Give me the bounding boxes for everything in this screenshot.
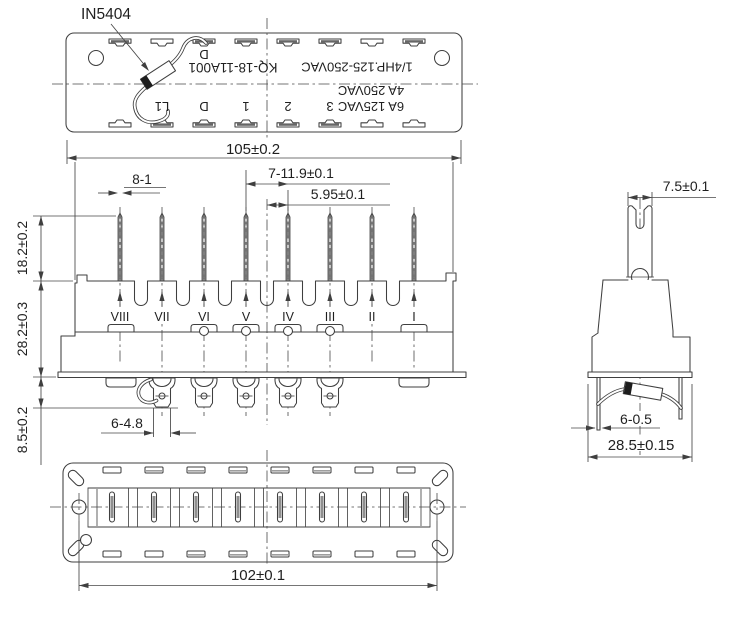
front-view — [14, 165, 466, 465]
slot-terminal — [195, 123, 213, 125]
dim-terminal-width — [101, 408, 196, 437]
slot — [355, 467, 373, 473]
flat-tab — [399, 378, 429, 387]
slot — [145, 551, 163, 557]
dim-leg-thickness — [571, 411, 661, 431]
rating-4a: 4A 250VAC — [337, 83, 405, 98]
side-tab — [628, 206, 652, 277]
body-tab — [108, 325, 134, 333]
slot — [397, 467, 415, 473]
pin-slot — [236, 492, 241, 522]
slot — [187, 551, 205, 557]
dim-terminal-length-text: 8.5±0.2 — [14, 406, 30, 454]
terminal-d-marking: D — [199, 47, 209, 62]
slot — [229, 551, 247, 557]
mounting-hole — [435, 51, 450, 66]
dim-body-height-text: 28.2±0.3 — [14, 301, 30, 357]
part-number: KQ-18-11A001 — [188, 60, 278, 75]
flat-tab — [106, 378, 136, 387]
bottom-plate — [63, 463, 453, 562]
diode-label: IN5404 — [81, 6, 131, 23]
slot — [313, 551, 331, 557]
dim-body-depth-text: 28.5±0.15 — [607, 437, 675, 454]
pin-label: VI — [198, 310, 210, 324]
slot — [145, 467, 163, 473]
pin-slot — [194, 492, 199, 522]
pin-slot — [110, 492, 115, 522]
pin-label: V — [241, 310, 251, 324]
slot — [229, 467, 247, 473]
pin-label: I — [412, 310, 416, 324]
dim-top-width — [67, 140, 461, 280]
dim-pin-height-text: 18.2±0.2 — [14, 220, 30, 276]
spade-terminal — [275, 378, 301, 407]
dim-pin-pitch-text: 7-11.9±0.1 — [268, 165, 334, 181]
pin-label: II — [368, 310, 376, 324]
mounting-hole — [89, 51, 104, 66]
terminal-label: 1 — [242, 99, 250, 114]
pin-label: IV — [282, 310, 294, 324]
spade-terminal — [191, 378, 217, 407]
slot — [397, 551, 415, 557]
terminal-label: 2 — [284, 99, 292, 114]
slot-terminal — [279, 123, 297, 125]
spade-terminal — [233, 378, 259, 407]
dim-terminal-width-text: 6-4.8 — [111, 415, 143, 431]
rating-hp: 1/4HP.125-250VAC — [301, 59, 413, 75]
slot — [313, 467, 331, 473]
slot-terminal — [321, 40, 339, 42]
slot-terminal — [405, 40, 423, 42]
slot — [187, 467, 205, 473]
pin-slot — [404, 492, 409, 522]
slot-terminal — [237, 123, 255, 125]
top-view — [52, 6, 478, 148]
terminal-label: L1 — [154, 99, 170, 114]
dim-pin-width — [98, 172, 166, 196]
diode-side — [623, 382, 663, 400]
terminal-label: D — [199, 99, 209, 114]
body-base-flange — [58, 372, 466, 378]
rating-6a: 6A 125VAC — [337, 99, 405, 114]
terminal-label: 3 — [326, 99, 334, 114]
slot-terminal — [237, 40, 255, 42]
side-view — [571, 178, 716, 462]
slot — [271, 467, 289, 473]
pin-slot — [278, 492, 283, 522]
slot — [103, 467, 121, 473]
dim-half-pitch — [267, 186, 390, 208]
spade-terminal — [317, 378, 343, 407]
slot-terminal — [279, 40, 297, 42]
dim-pin-width-text: 8-1 — [132, 172, 152, 187]
body-tab — [401, 325, 427, 333]
pin-label: VIII — [110, 310, 130, 324]
pilot-hole — [81, 535, 92, 546]
dim-tab-width — [628, 178, 716, 206]
pin-label: VII — [154, 310, 170, 324]
pin-slot — [362, 492, 367, 522]
bottom-view — [50, 450, 466, 591]
dim-leg-thickness-text: 6-0.5 — [620, 411, 652, 427]
pin-slot — [152, 492, 157, 522]
dim-tab-width-text: 7.5±0.1 — [662, 178, 710, 194]
dim-half-pitch-text: 5.95±0.1 — [310, 186, 366, 202]
dim-top-width-text: 105±0.2 — [225, 141, 281, 158]
pin-label: III — [324, 310, 336, 324]
slot-terminal — [321, 123, 339, 125]
pin-slot — [320, 492, 325, 522]
top-plate — [66, 33, 462, 132]
dim-hole-spacing-text: 102±0.1 — [230, 567, 286, 584]
slot — [103, 551, 121, 557]
slot — [355, 551, 373, 557]
side-base — [588, 372, 692, 378]
slot — [271, 551, 289, 557]
